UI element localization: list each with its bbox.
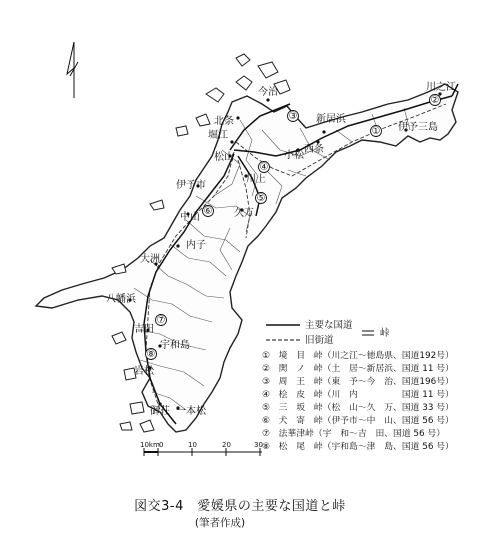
pass-row-1: ① 境 目 峠（川之江～徳島県、国道192号） — [262, 351, 454, 361]
north-arrow-icon — [67, 42, 78, 98]
place-horie: 堀江 — [208, 130, 228, 141]
pass-num-1: ① — [371, 126, 381, 137]
pass-row-5: ⑤ 三 坂 峠（松 山～久 万、国道 33 号） — [262, 403, 454, 413]
place-kuma: 久万 — [234, 208, 254, 219]
place-uchiko: 内子 — [186, 240, 206, 251]
pass-row-6: ⑥ 犬 寄 峠（伊予市～中 山、国道 56 号） — [262, 416, 454, 426]
legend-main-road: 主要な国道 — [305, 320, 353, 331]
pass-row-3: ③ 周 王 峠（東 予～今 治、国道196号） — [262, 377, 454, 387]
pass-row-8: ⑧ 松 尾 峠（宇和島～津 島、国道 56 号） — [262, 442, 454, 452]
place-iyomishima: 伊予三島 — [398, 122, 438, 133]
place-nakayama: 中山 — [180, 212, 200, 223]
scale-unit: 10km — [140, 441, 160, 449]
place-uwajima: 宇和島 — [160, 340, 190, 351]
figure-caption: 図交3-4 愛媛県の主要な国道と峠 — [134, 499, 346, 514]
pass-num-4: ⑤ — [256, 193, 266, 204]
map-legend — [266, 319, 390, 346]
pass-num-3: ④ — [259, 162, 269, 173]
pass-num-8: ⑧ — [146, 349, 156, 360]
place-iyoshi: 伊予市 — [176, 180, 206, 191]
place-mishou: 御荘 — [150, 406, 170, 417]
pass-num-5: ⑥ — [203, 206, 213, 217]
place-kawauchi: 川上 — [246, 174, 266, 185]
pass-row-7: ⑦ 法華津峠（宇 和～吉 田、国道 56 号） — [262, 429, 446, 439]
place-hojo: 北条 — [214, 116, 234, 127]
pass-list — [262, 349, 454, 452]
place-ozu: 大洲 — [140, 254, 160, 265]
pass-num-7: ⑦ — [156, 315, 166, 326]
place-imabari: 今治 — [258, 87, 278, 98]
scale-bar — [140, 441, 263, 456]
place-kawanoe: 川之江 — [426, 82, 456, 93]
scale-tick-10: 10 — [188, 441, 197, 449]
legend-old-road: 旧街道 — [305, 335, 334, 346]
figure-source: (筆者作成) — [194, 517, 246, 529]
pass-num-2: ③ — [288, 111, 298, 122]
place-saijo: 西条 — [304, 144, 324, 155]
pass-symbol-icon — [362, 331, 374, 335]
place-yoshida: 吉田 — [134, 324, 154, 335]
place-ipponmatsu: 一本松 — [176, 406, 206, 417]
scale-tick-20: 20 — [222, 441, 231, 449]
scale-tick-30: 30 — [254, 441, 263, 449]
legend-pass: 峠 — [380, 328, 390, 339]
place-matsuyama: 松山 — [214, 152, 234, 163]
place-yawatahama: 八幡浜 — [106, 294, 136, 305]
place-komatsu: 小松 — [284, 150, 304, 161]
scale-tick-0: 0 — [159, 441, 164, 449]
place-iwamatsu: 岩松 — [134, 366, 154, 377]
pass-row-2: ② 関 ノ 峠（土 居～新居浜、国道 11 号） — [262, 364, 454, 374]
pass-row-4: ④ 桧 皮 峠（川 内 国道 11 号） — [262, 390, 454, 400]
place-niihama: 新居浜 — [316, 114, 346, 125]
pass-num-6: ② — [430, 95, 440, 106]
